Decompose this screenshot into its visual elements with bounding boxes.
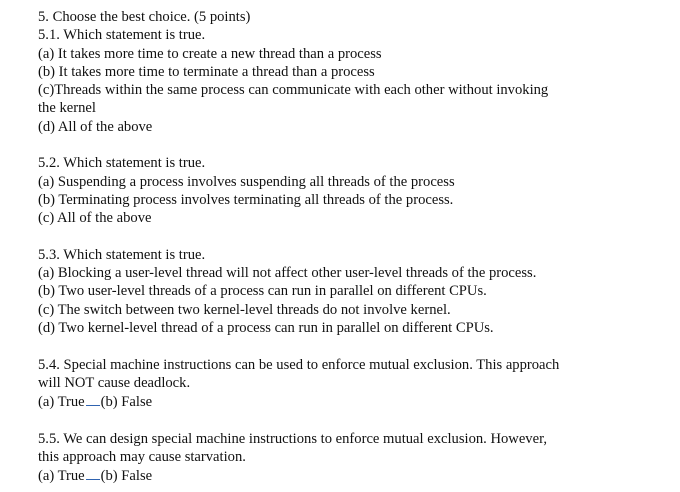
question-5-3-option-b: (b) Two user-level threads of a process can run in parallel on different CPUs.	[38, 283, 487, 300]
section-heading: 5. Choose the best choice. (5 points)	[38, 9, 251, 25]
answer-blank[interactable]	[86, 392, 100, 406]
question-5-2-option-a: (a) Suspending a process involves suspending all threads of the process	[38, 173, 455, 190]
spacer	[38, 228, 668, 246]
question-5-3-option-d: (d) Two kernel-level thread of a process can run in parallel on different CPUs.	[38, 320, 494, 337]
question-5-4-option-true: (a) True	[38, 394, 85, 411]
question-5-5-stem-continued: this approach may cause starvation.	[38, 449, 246, 466]
question-5-2-option-b: (b) Terminating process involves terminating all threads of the process.	[38, 191, 454, 208]
question-5-5-option-false: (b) False	[100, 468, 153, 485]
question-5-3-stem: 5.3. Which statement is true.	[38, 246, 206, 263]
question-5-3-option-c: (c) The switch between two kernel-level threads do not involve kernel.	[38, 301, 451, 318]
question-5-5-stem: 5.5. We can design special machine instructions to enforce mutual exclusion. However,	[38, 430, 548, 447]
question-5-2-stem: 5.2. Which statement is true.	[38, 155, 206, 172]
question-5-4-stem: 5.4. Special machine instructions can be used to enforce mutual exclusion. This approach	[38, 356, 560, 373]
spacer	[38, 136, 668, 154]
question-5-1-option-c-continued: the kernel	[38, 100, 96, 117]
question-5-1-option-b: (b) It takes more time to terminate a thread than a process	[38, 63, 375, 80]
question-5-1-option-d: (d) All of the above	[38, 118, 153, 135]
question-5-1-option-a: (a) It takes more time to create a new thread than a process	[38, 45, 382, 62]
answer-blank[interactable]	[86, 466, 100, 480]
question-5-2-option-c: (c) All of the above	[38, 210, 152, 227]
question-5-3-option-a: (a) Blocking a user-level thread will not affect other user-level threads of the process.	[38, 265, 537, 282]
spacer	[38, 337, 668, 355]
question-5-5-options	[38, 466, 668, 485]
question-5-1-stem: 5.1. Which statement is true.	[38, 27, 206, 44]
question-5-5-option-true: (a) True	[38, 468, 85, 485]
question-5-4-option-false: (b) False	[100, 394, 153, 411]
spacer	[38, 412, 668, 430]
question-5-4-options	[38, 392, 668, 411]
question-5-4-stem-continued: will NOT cause deadlock.	[38, 374, 191, 391]
question-5-1-option-c: (c)Threads within the same process can communicate with each other without invoking	[38, 82, 549, 99]
document-body	[38, 8, 668, 486]
